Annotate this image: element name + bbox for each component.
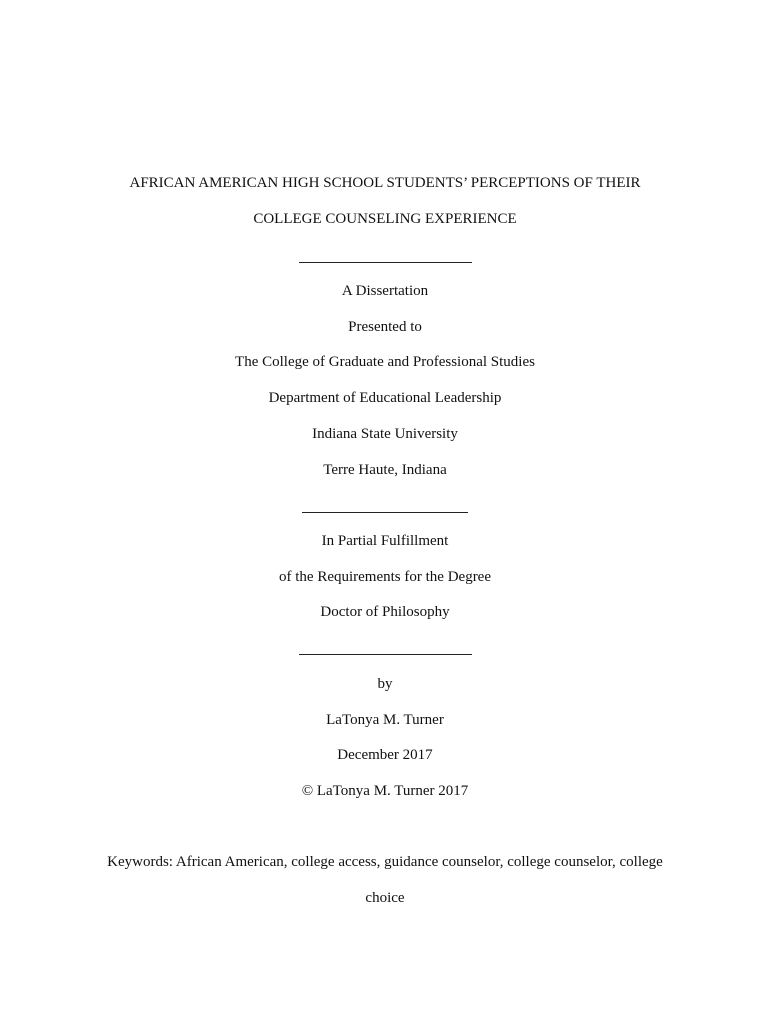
keywords-line-1: Keywords: African American, college access, guidance counselor, college counselor, college — [107, 854, 663, 870]
location: Terre Haute, Indiana — [323, 462, 447, 478]
presented-to-label: Presented to — [348, 319, 422, 335]
requirements-statement: of the Requirements for the Degree — [279, 569, 491, 585]
keywords-line-2: choice — [365, 890, 405, 906]
university-name: Indiana State University — [312, 426, 458, 442]
submission-date: December 2017 — [337, 747, 433, 763]
college-name: The College of Graduate and Professional Studies — [235, 354, 535, 370]
divider-rule — [299, 262, 472, 263]
divider-rule — [299, 654, 472, 655]
divider-rule — [302, 512, 468, 513]
author-name: LaTonya M. Turner — [326, 712, 444, 728]
title-line-2: COLLEGE COUNSELING EXPERIENCE — [253, 211, 517, 227]
department-name: Department of Educational Leadership — [268, 390, 502, 406]
by-label: by — [377, 676, 393, 692]
degree-name: Doctor of Philosophy — [320, 604, 450, 620]
copyright-notice: © LaTonya M. Turner 2017 — [301, 783, 469, 799]
title-line-1: AFRICAN AMERICAN HIGH SCHOOL STUDENTS’ PERCEPTIONS OF THEIR — [129, 175, 641, 191]
dissertation-label: A Dissertation — [341, 283, 429, 299]
fulfillment-statement: In Partial Fulfillment — [321, 533, 449, 549]
